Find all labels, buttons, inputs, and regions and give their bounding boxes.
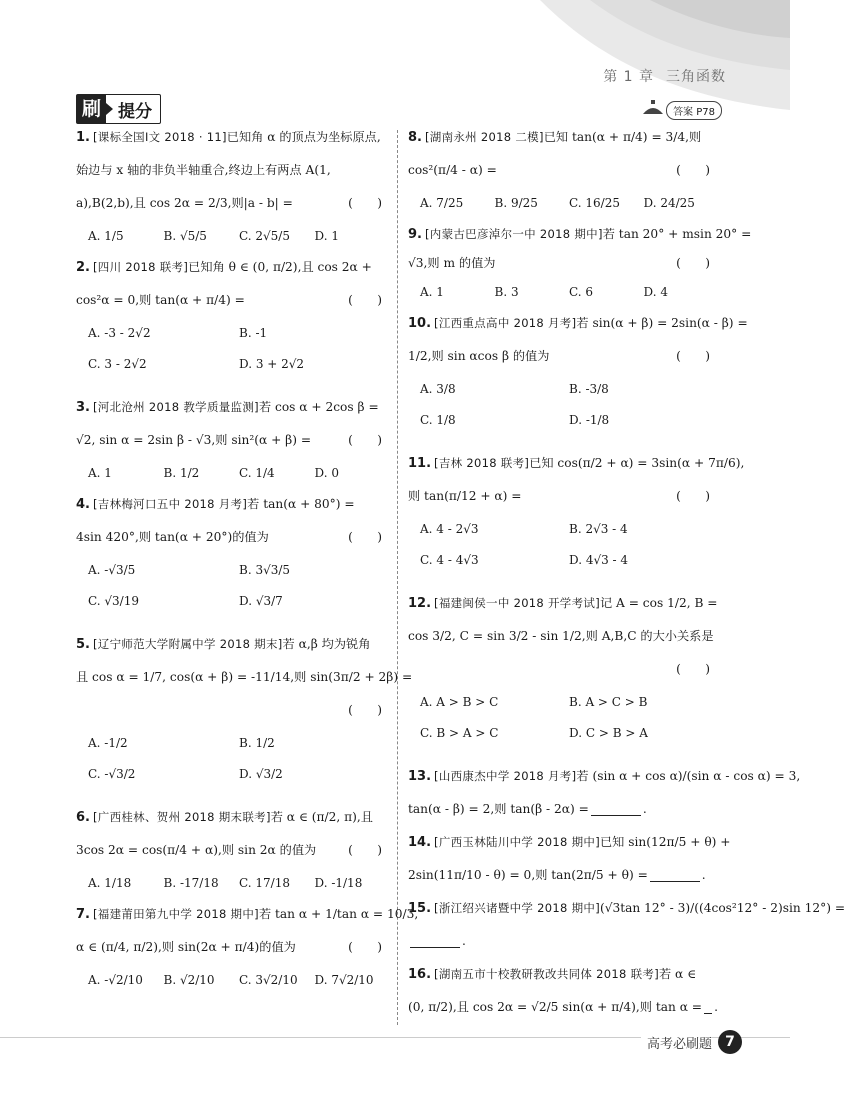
question-number: 3.	[76, 400, 90, 415]
question-text: cos²α = 0,则 tan(α + π/4) =	[76, 293, 245, 307]
question-number: 7.	[76, 907, 90, 922]
option-b[interactable]: B. -17/18	[163, 876, 219, 890]
option-a[interactable]: A. 7/25	[420, 196, 464, 210]
option-b[interactable]: B. 3√3/5	[239, 563, 291, 577]
question-2	[76, 258, 390, 386]
question-16: 16. [湖南五市十校教研教改共同体 2018 联考] 若 α ∈ (0, π/2),且 cos 2α = √2/5 sin(α + π/4),则 tan α = .	[408, 965, 718, 1017]
question-number: 5.	[76, 637, 90, 652]
question-text: √2, sin α = 2sin β - √3,则 sin²(α + β) =	[76, 433, 312, 447]
question-text: (0, π/2),且 cos 2α = √2/5 sin(α + π/4),则 tan α =	[408, 1000, 703, 1014]
option-a[interactable]: A. -3 - 2√2	[88, 326, 151, 340]
question-text: 始边与 x 轴的非负半轴重合,终边上有两点 A(1,	[76, 163, 331, 177]
answer-paren[interactable]: ( )	[676, 256, 710, 270]
option-d[interactable]: D. C > B > A	[569, 726, 648, 740]
page-footer	[641, 1030, 742, 1054]
option-group	[88, 874, 390, 893]
option-group	[420, 693, 718, 755]
option-c[interactable]: C. 17/18	[239, 876, 290, 890]
question-text: 若 sin(α + β) = 2sin(α - β) =	[576, 316, 748, 330]
question-12	[408, 594, 718, 755]
option-d[interactable]: D. 7√2/10	[314, 973, 374, 987]
answer-paren[interactable]: ( )	[676, 163, 710, 177]
question-text: √3,则 m 的值为	[408, 256, 496, 270]
chapter-number: 第 1 章	[603, 69, 654, 85]
option-group	[420, 194, 718, 213]
question-text: tan(α - β) = 2,则 tan(β - 2α) =	[408, 802, 589, 816]
option-b[interactable]: B. 1/2	[163, 466, 200, 480]
question-7	[76, 905, 419, 990]
lamp-icon	[640, 100, 666, 120]
question-text: 已知角 α 的顶点为坐标原点,	[226, 130, 381, 144]
option-a[interactable]: A. 1/5	[88, 229, 124, 243]
question-5	[76, 635, 413, 796]
option-d[interactable]: D. -1/18	[314, 876, 363, 890]
question-source: [山西康杰中学 2018 月考]	[434, 769, 577, 783]
section-heading	[76, 94, 161, 124]
option-b[interactable]: B. 1/2	[239, 736, 275, 750]
option-c[interactable]: C. B > A > C	[420, 726, 499, 740]
option-c[interactable]: C. 1/8	[420, 413, 456, 427]
question-text: 且 cos α = 1/7, cos(α + β) = -11/14,则 sin(3π/2 + 2β) =	[76, 670, 413, 684]
question-9	[408, 225, 752, 302]
option-c[interactable]: C. 6	[569, 285, 594, 299]
option-d[interactable]: D. 3 + 2√2	[239, 357, 305, 371]
option-group	[88, 971, 390, 990]
question-text: 则 tan(π/12 + α) =	[408, 489, 522, 503]
answer-paren[interactable]: ( )	[348, 433, 382, 447]
option-group	[88, 734, 390, 796]
question-text: 若 cos α + 2cos β =	[258, 400, 379, 414]
answer-blank[interactable]	[591, 804, 641, 816]
question-14: 14. [广西玉林陆川中学 2018 期中] 已知 sin(12π/5 + θ) + 2sin(11π/10 - θ) = 0,则 tan(2π/5 + θ) = .	[408, 833, 718, 885]
question-source: [内蒙古巴彦淖尔一中 2018 期中]	[424, 227, 603, 241]
page-number: 7	[718, 1030, 742, 1054]
option-a[interactable]: A. 1	[88, 466, 112, 480]
question-text: cos²(π/4 - α) =	[408, 163, 497, 177]
question-text: 已知角 θ ∈ (0, π/2),且 cos 2α +	[188, 260, 372, 274]
question-number: 9.	[408, 227, 422, 242]
answer-paren[interactable]: ( )	[348, 530, 382, 544]
answer-reference	[640, 100, 722, 120]
question-number: 1.	[76, 130, 90, 145]
question-text: 1/2,则 sin αcos β 的值为	[408, 349, 550, 363]
answer-paren[interactable]: ( )	[348, 843, 382, 857]
question-3	[76, 398, 390, 483]
answer-paren[interactable]: ( )	[676, 662, 710, 676]
option-d[interactable]: D. 1	[314, 229, 339, 243]
option-d[interactable]: D. √3/2	[239, 767, 283, 781]
question-source: [四川 2018 联考]	[92, 260, 189, 274]
chapter-topic: 三角函数	[666, 69, 726, 85]
question-text: 记 A = cos 1/2, B =	[599, 596, 718, 610]
answer-blank[interactable]	[704, 1002, 712, 1014]
question-number: 11.	[408, 456, 432, 471]
answer-paren[interactable]: ( )	[348, 703, 382, 717]
answer-paren[interactable]: ( )	[348, 293, 382, 307]
option-a[interactable]: A. -√2/10	[88, 973, 143, 987]
left-column	[76, 128, 419, 1002]
question-text: 已知 sin(12π/5 + θ) +	[599, 835, 731, 849]
question-text: 若 (sin α + cos α)/(sin α - cos α) = 3,	[576, 769, 801, 783]
question-text: cos 3/2, C = sin 3/2 - sin 1/2,则 A,B,C 的大小关系是	[408, 629, 714, 643]
question-10	[408, 314, 748, 442]
option-a[interactable]: A. -√3/5	[88, 563, 136, 577]
option-group	[420, 520, 718, 582]
question-number: 4.	[76, 497, 90, 512]
question-source: [吉林 2018 联考]	[434, 456, 530, 470]
option-a[interactable]: A. -1/2	[88, 736, 128, 750]
answer-paren[interactable]: ( )	[676, 349, 710, 363]
question-text: α ∈ (π/4, π/2),则 sin(2α + π/4)的值为	[76, 940, 296, 954]
question-text: 4sin 420°,则 tan(α + 20°)的值为	[76, 530, 269, 544]
question-text: 若 tan α + 1/tan α = 10/3,	[258, 907, 419, 921]
option-c[interactable]: C. 2√5/5	[239, 229, 290, 243]
option-d[interactable]: D. 4√3 - 4	[569, 553, 629, 567]
question-6	[76, 808, 390, 893]
option-c[interactable]: C. 4 - 4√3	[420, 553, 479, 567]
question-8	[408, 128, 718, 213]
option-d[interactable]: D. -1/8	[569, 413, 610, 427]
option-b[interactable]: B. √2/10	[163, 973, 215, 987]
section-title: 提分	[118, 101, 153, 122]
option-b[interactable]: B. A > C > B	[569, 695, 648, 709]
option-b[interactable]: B. 9/25	[494, 196, 538, 210]
option-a[interactable]: A. 1/18	[88, 876, 132, 890]
question-15: 15. [浙江绍兴诸暨中学 2018 期中] (√3tan 12° - 3)/((4cos²12° - 2)sin 12°) = .	[408, 901, 845, 948]
question-number: 14.	[408, 835, 432, 850]
option-a[interactable]: A. 3/8	[420, 382, 456, 396]
question-13: 13. [山西康杰中学 2018 月考] 若 (sin α + cos α)/(sin α - cos α) = 3, tan(α - β) = 2,则 tan(β - 2α) = .	[408, 767, 718, 819]
question-text: a),B(2,b),且 cos 2α = 2/3,则|a - b| =	[76, 196, 293, 210]
question-11	[408, 454, 745, 582]
option-group	[88, 464, 390, 483]
option-d[interactable]: D. 0	[314, 466, 339, 480]
question-number: 12.	[408, 596, 432, 611]
option-b[interactable]: B. -1	[239, 326, 268, 340]
question-source: [吉林梅河口五中 2018 月考]	[92, 497, 248, 511]
question-text: 若 tan(α + 80°) =	[247, 497, 355, 511]
question-text: 已知 tan(α + π/4) = 3/4,则	[543, 130, 702, 144]
answer-blank[interactable]	[410, 936, 460, 948]
question-text: 若 tan 20° + msin 20° =	[602, 227, 752, 241]
answer-page-label: 答案 P78	[666, 101, 722, 120]
option-d[interactable]: D. 24/25	[643, 196, 695, 210]
question-text: 若 α ∈ (π/2, π),且	[270, 810, 373, 824]
answer-paren[interactable]: ( )	[676, 489, 710, 503]
question-source: [课标全国Ⅰ文 2018 · 11]	[92, 130, 227, 144]
question-number: 13.	[408, 769, 432, 784]
option-c[interactable]: C. 1/4	[239, 466, 275, 480]
option-d[interactable]: D. 4	[643, 285, 668, 299]
question-text: 已知 cos(π/2 + α) = 3sin(α + 7π/6),	[529, 456, 745, 470]
right-column	[408, 128, 845, 1031]
option-b[interactable]: B. 2√3 - 4	[569, 522, 628, 536]
question-1	[76, 128, 390, 246]
option-b[interactable]: B. 3	[494, 285, 519, 299]
option-b[interactable]: B. -3/8	[569, 382, 609, 396]
arrow-icon	[106, 103, 113, 115]
option-group	[88, 561, 390, 623]
question-4	[76, 495, 390, 623]
option-c[interactable]: C. -√3/2	[88, 767, 136, 781]
option-group	[420, 283, 718, 302]
section-mark: 刷	[77, 95, 106, 123]
question-source: [湖南五市十校教研教改共同体 2018 联考]	[434, 967, 659, 981]
question-source: [河北沧州 2018 教学质量监测]	[92, 400, 259, 414]
answer-paren[interactable]: ( )	[348, 196, 382, 210]
question-number: 10.	[408, 316, 432, 331]
option-group	[420, 380, 718, 442]
question-source: [浙江绍兴诸暨中学 2018 期中]	[434, 901, 600, 915]
option-c[interactable]: C. 16/25	[569, 196, 620, 210]
question-source: [湖南永州 2018 二模]	[424, 130, 544, 144]
question-source: [江西重点高中 2018 月考]	[434, 316, 577, 330]
chapter-header	[591, 66, 726, 86]
question-number: 8.	[408, 130, 422, 145]
question-number: 6.	[76, 810, 90, 825]
option-c[interactable]: C. 3√2/10	[239, 973, 298, 987]
question-number: 15.	[408, 901, 432, 916]
question-text: (√3tan 12° - 3)/((4cos²12° - 2)sin 12°) =	[599, 901, 845, 915]
option-a[interactable]: A. 1	[420, 285, 444, 299]
question-source: [广西玉林陆川中学 2018 期中]	[434, 835, 600, 849]
answer-blank[interactable]	[650, 870, 700, 882]
option-group	[88, 227, 390, 246]
option-a[interactable]: A. A > B > C	[420, 695, 499, 709]
question-source: [福建闽侯一中 2018 开学考试]	[434, 596, 600, 610]
question-text: 若 α ∈	[658, 967, 697, 981]
option-group	[88, 324, 390, 386]
question-source: [福建莆田第九中学 2018 期中]	[92, 907, 259, 921]
question-text: 2sin(11π/10 - θ) = 0,则 tan(2π/5 + θ) =	[408, 868, 648, 882]
option-c[interactable]: C. 3 - 2√2	[88, 357, 147, 371]
option-d[interactable]: D. √3/7	[239, 594, 283, 608]
question-number: 16.	[408, 967, 432, 982]
option-a[interactable]: A. 4 - 2√3	[420, 522, 479, 536]
answer-paren[interactable]: ( )	[348, 940, 382, 954]
question-source: [广西桂林、贺州 2018 期末联考]	[92, 810, 271, 824]
book-title: 高考必刷题	[641, 1033, 712, 1052]
option-b[interactable]: B. √5/5	[163, 229, 207, 243]
question-text: 若 α,β 均为锐角	[282, 637, 371, 651]
question-text: 3cos 2α = cos(π/4 + α),则 sin 2α 的值为	[76, 843, 317, 857]
option-c[interactable]: C. √3/19	[88, 594, 139, 608]
question-source: [辽宁师范大学附属中学 2018 期末]	[92, 637, 283, 651]
column-divider	[397, 130, 398, 1025]
question-number: 2.	[76, 260, 90, 275]
